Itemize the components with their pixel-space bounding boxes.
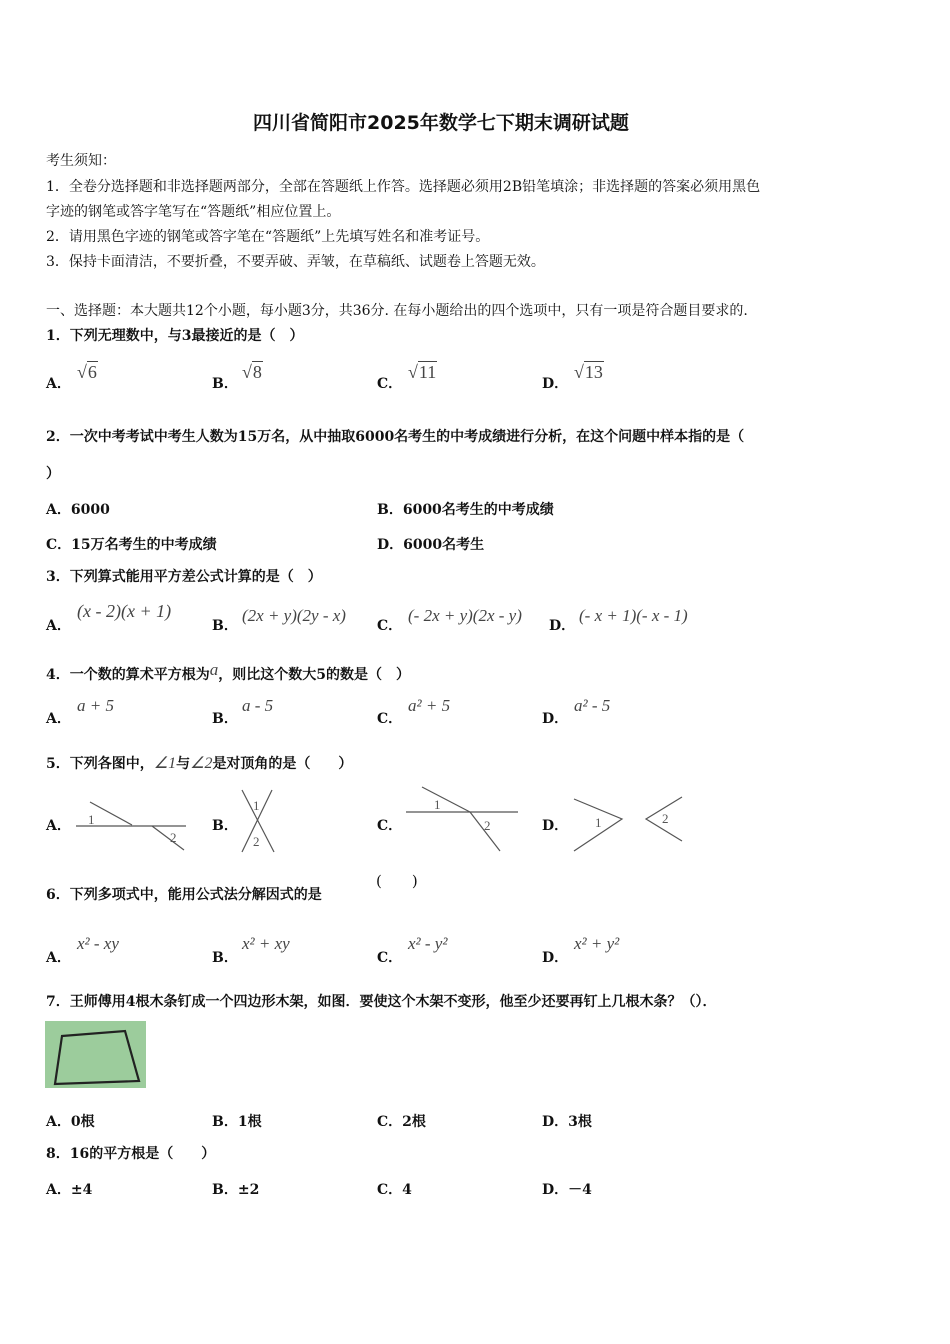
q3-expr-d: (- x + 1)(- x - 1) (579, 606, 688, 625)
q3-label-d: D． (549, 618, 576, 634)
q6-expr-c: x² - y² (408, 934, 448, 953)
q6-expr-d: x² + y² (574, 934, 620, 953)
q5-fig-d-num-1: 1 (595, 815, 602, 830)
q2-option-b: B．6000名考生的中考成绩 (377, 502, 554, 518)
q4-expr-d: a² - 5 (574, 696, 611, 715)
q7-option-a: A．0根 (46, 1114, 95, 1130)
q5-label-d: D． (542, 818, 569, 834)
notice-item-3: 3．保持卡面清洁，不要折叠，不要弄破、弄皱，在草稿纸、试题卷上答题无效。 (46, 254, 545, 270)
q5-fig-b-num-2: 2 (253, 834, 260, 849)
q3-expr-b: (2x + y)(2y - x) (242, 606, 346, 625)
q5-figure-a (76, 798, 188, 854)
q3-label-a: A． (46, 618, 71, 634)
q5-fig-b-num-1: 1 (253, 798, 260, 813)
q7-option-d: D．3根 (542, 1114, 592, 1130)
q4-expr-c: a² + 5 (408, 696, 451, 715)
q5-stem: 5．下列各图中，∠1与∠2是对顶角的是（ ） (46, 755, 353, 772)
q6-label-b: B． (212, 950, 238, 966)
q8-option-d: D．－4 (542, 1182, 592, 1198)
q3-expr-c: (- 2x + y)(2x - y) (408, 606, 522, 625)
q5-label-c: C． (377, 818, 403, 834)
q8-option-a: A．±4 (46, 1182, 93, 1198)
q5-angle-1: ∠1 (153, 755, 177, 772)
notice-heading: 考生须知： (46, 153, 116, 169)
notice-item-1-cont: 字迹的钢笔或答字笔写在“答题纸”相应位置上。 (46, 204, 341, 220)
q2-option-d: D．6000名考生 (377, 537, 485, 553)
q6-paren: ( ) (376, 872, 418, 890)
q6-label-c: C． (377, 950, 403, 966)
q3-expr-a: (x - 2)(x + 1) (77, 601, 172, 621)
q5-figure-d (570, 795, 688, 855)
q6-expr-a: x² - xy (77, 934, 119, 953)
q2-stem-cont: ） (46, 466, 60, 482)
q4-stem-var: a (209, 660, 219, 679)
q1-expr-b: √8 (242, 362, 262, 382)
q5-label-a: A． (46, 818, 71, 834)
q1-stem: 1．下列无理数中，与3最接近的是（ ） (46, 328, 304, 344)
q4-label-b: B． (212, 711, 238, 727)
q1-expr-d: √13 (574, 362, 603, 382)
q3-stem: 3．下列算式能用平方差公式计算的是（ ） (46, 569, 322, 585)
q4-stem: 4．一个数的算术平方根为a，则比这个数大5的数是（ ） (46, 660, 410, 683)
q5-figure-b (238, 788, 278, 854)
q5-fig-c-num-1: 1 (434, 797, 441, 812)
notice-item-1: 1．全卷分选择题和非选择题两部分，全部在答题纸上作答。选择题必须用2B铅笔填涂；非选择题的答案必须用黑色 (46, 179, 761, 195)
notice-item-2: 2．请用黑色字迹的钢笔或答字笔在“答题纸”上先填写姓名和准考证号。 (46, 229, 490, 245)
q6-expr-b: x² + xy (242, 934, 290, 953)
q5-fig-a-num-2: 2 (170, 830, 177, 845)
page-title: 四川省简阳市2025年数学七下期末调研试题 (253, 112, 629, 134)
q6-label-d: D． (542, 950, 569, 966)
q5-figure-c (406, 784, 520, 854)
q4-label-d: D． (542, 711, 569, 727)
q3-label-c: C． (377, 618, 403, 634)
q5-label-b: B． (212, 818, 238, 834)
q5-fig-c-num-2: 2 (484, 818, 491, 833)
q2-option-c: C．15万名考生的中考成绩 (46, 537, 217, 553)
q8-option-c: C．4 (377, 1182, 412, 1198)
q7-quadrilateral-figure (45, 1021, 146, 1088)
q5-angle-2: ∠2 (190, 755, 213, 772)
q4-expr-b: a - 5 (242, 696, 274, 715)
q7-option-c: C．2根 (377, 1114, 426, 1130)
q1-label-c: C． (377, 376, 403, 392)
q8-option-b: B．±2 (212, 1182, 260, 1198)
q5-fig-d-num-2: 2 (662, 811, 669, 826)
q7-option-b: B．1根 (212, 1114, 262, 1130)
q1-label-d: D． (542, 376, 569, 392)
q6-stem: 6．下列多项式中，能用公式法分解因式的是 (46, 887, 322, 903)
q4-label-a: A． (46, 711, 71, 727)
q5-fig-a-num-1: 1 (88, 812, 95, 827)
q1-expr-a: √6 (77, 362, 97, 382)
q2-option-a: A．6000 (46, 502, 110, 518)
q7-stem: 7．王师傅用4根木条钉成一个四边形木架，如图．要使这个木架不变形，他至少还要再钉上几根木条？（）． (46, 994, 717, 1010)
q8-stem: 8．16的平方根是（ ） (46, 1146, 216, 1162)
q4-label-c: C． (377, 711, 403, 727)
section-heading: 一、选择题：本大题共12个小题，每小题3分，共36分. 在每小题给出的四个选项中，只有一项是符合题目要求的. (46, 303, 748, 319)
q6-label-a: A． (46, 950, 71, 966)
q1-label-b: B． (212, 376, 238, 392)
q1-label-a: A． (46, 376, 71, 392)
q2-stem: 2．一次中考考试中考生人数为15万名，从中抽取6000名考生的中考成绩进行分析，在这个问题中样本指的是（ (46, 429, 745, 445)
q3-label-b: B． (212, 618, 238, 634)
q4-expr-a: a + 5 (77, 696, 114, 715)
q1-expr-c: √11 (408, 362, 437, 382)
